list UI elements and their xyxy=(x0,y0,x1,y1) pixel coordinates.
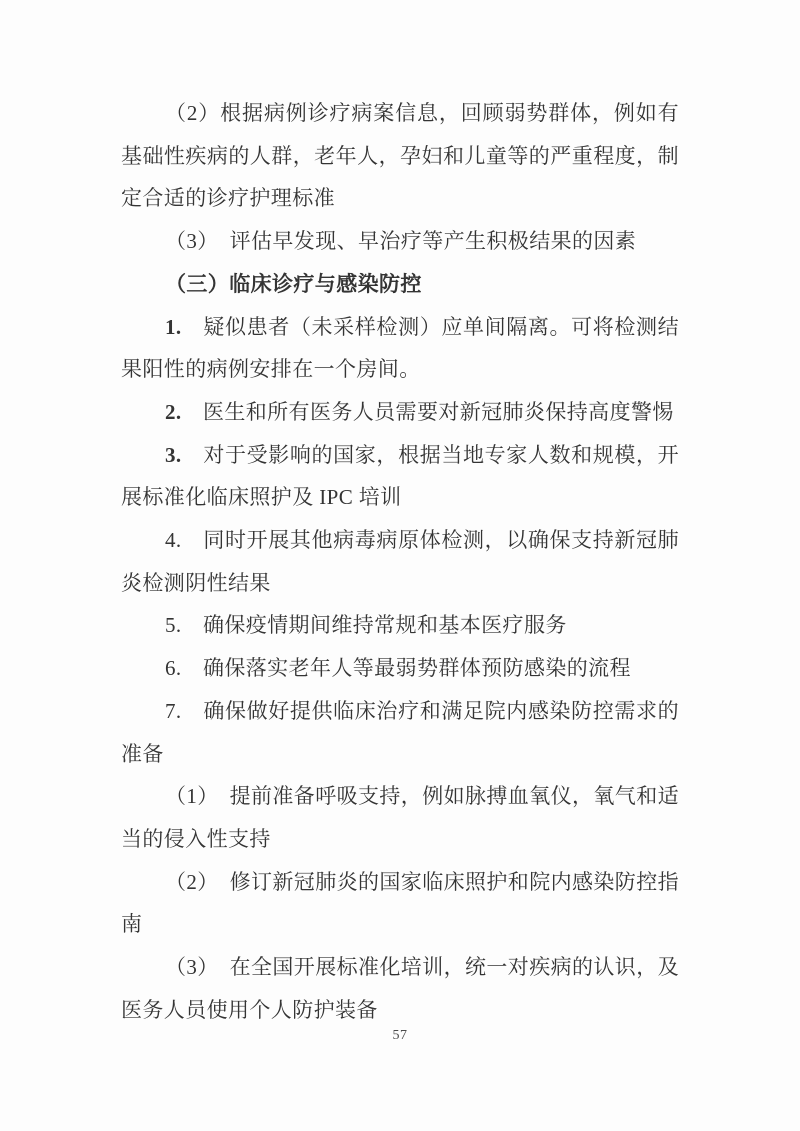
page-number: 57 xyxy=(392,1028,408,1043)
paragraph xyxy=(121,861,679,946)
text-run: 确保做好提供临床治疗和满足院内感染防控需求的准备 xyxy=(121,698,679,766)
paragraph xyxy=(121,647,679,690)
text-run: 5. xyxy=(165,613,182,638)
paragraph xyxy=(121,775,679,860)
paragraph xyxy=(121,690,679,775)
text-run: （2） 修订新冠肺炎的国家临床照护和院内感染防控指南 xyxy=(121,869,679,937)
text-run: 疑似患者（未采样检测）应单间隔离。可将检测结果阳性的病例安排在一个房间。 xyxy=(121,314,679,382)
section-heading xyxy=(121,263,679,306)
text-run: 确保疫情期间维持常规和基本医疗服务 xyxy=(181,613,567,638)
paragraph xyxy=(121,946,679,1031)
text-run: （1） 提前准备呼吸支持，例如脉搏血氧仪，氧气和适当的侵入性支持 xyxy=(121,784,679,851)
paragraph xyxy=(121,434,679,519)
text-run: 医生和所有医务人员需要对新冠肺炎保持高度警惕 xyxy=(181,399,674,424)
text-run: 同时开展其他病毒病原体检测，以确保支持新冠肺炎检测阴性结果 xyxy=(121,528,679,595)
text-run: （2）根据病例诊疗病案信息，回顾弱势群体，例如有基础性疾病的人群，老年人，孕妇和儿童等的严重程度，制定合适的诊疗护理标准 xyxy=(121,101,679,211)
text-run: 对于受影响的国家，根据当地专家人数和规模，开展标准化临床照护及 IPC 培训 xyxy=(121,442,679,510)
text-run: 7. xyxy=(165,698,182,723)
paragraph xyxy=(121,604,679,647)
paragraph xyxy=(121,220,679,263)
paragraph xyxy=(121,306,679,391)
paragraph xyxy=(121,519,679,604)
list-marker: 3. xyxy=(165,442,182,467)
list-marker: 1. xyxy=(165,314,182,339)
document-body xyxy=(121,92,679,1031)
text-run: （3） 评估早发现、早治疗等产生积极结果的因素 xyxy=(165,229,637,254)
text-run: 6. xyxy=(165,656,182,681)
text-run: （3） 在全国开展标准化培训，统一对疾病的认识，及医务人员使用个人防护装备 xyxy=(121,955,679,1022)
text-run: 确保落实老年人等最弱势群体预防感染的流程 xyxy=(181,656,631,681)
paragraph xyxy=(121,92,679,220)
paragraph xyxy=(121,391,679,434)
text-run: （三）临床诊疗与感染防控 xyxy=(165,271,422,296)
list-marker: 2. xyxy=(165,399,182,424)
text-run: 4. xyxy=(165,528,182,553)
